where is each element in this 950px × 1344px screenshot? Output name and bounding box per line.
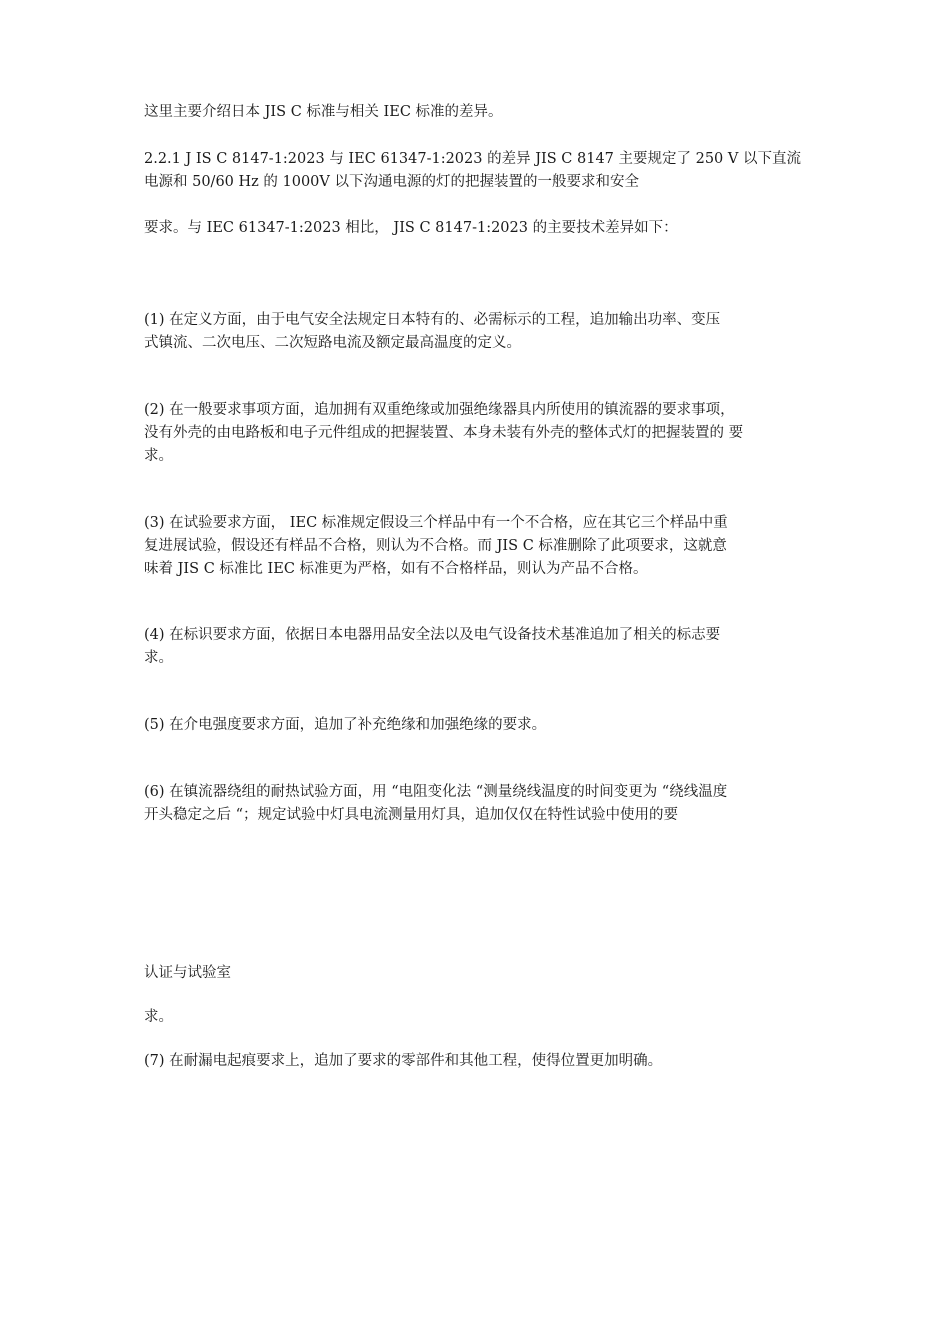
section-heading-line: 电源和 50/60 Hz 的 1000V 以下沟通电源的灯的把握装置的一般要求和安全 [144,174,639,190]
item-7-paragraph [144,1050,824,1073]
section-heading-paragraph [144,148,824,194]
item-3-line: 味着 JIS C 标准比 IEC 标准更为严格，如有不合格样品，则认为产品不合格。 [144,561,648,577]
item-6-tail-paragraph [144,1006,824,1029]
section-continuation-paragraph [144,217,824,240]
item-4-line: (4) 在标识要求方面，依据日本电器用品安全法以及电气设备技术基准追加了相关的标志要 [144,627,721,643]
item-3-line: (3) 在试验要求方面， IEC 标准规定假设三个样品中有一个不合格，应在其它三个样品中重 [144,515,728,531]
section-continuation-line: 要求。与 IEC 61347-1:2023 相比， JIS C 8147-1:2023 的主要技术差异如下： [144,220,678,236]
item-2-paragraph [144,399,824,468]
item-3-paragraph [144,512,824,581]
item-6-line: (6) 在镇流器绕组的耐热试验方面，用 “电阻变化法 “测量绕线温度的时间变更为 “绕线温度 [144,784,728,800]
item-2-line: 求。 [144,448,173,464]
item-3-line: 复进展试验，假设还有样品不合格，则认为不合格。而 JIS C 标准删除了此项要求，这就意 [144,538,727,554]
item-1-line: 式镇流、二次电压、二次短路电流及额定最高温度的定义。 [144,335,521,351]
intro-paragraph [144,101,824,124]
section-heading-line: 2.2.1 J IS C 8147-1:2023 与 IEC 61347-1:2023 的差异 JIS C 8147 主要规定了 250 V 以下直流 [144,151,801,167]
item-5-paragraph [144,714,824,737]
item-5-line: (5) 在介电强度要求方面，追加了补充绝缘和加强绝缘的要求。 [144,717,547,733]
item-2-line: 没有外壳的由电路板和电子元件组成的把握装置、本身未装有外壳的整体式灯的把握装置的 要 [144,425,744,441]
item-4-paragraph [144,624,824,670]
item-4-line: 求。 [144,650,173,666]
footer-label [144,962,824,985]
intro-line: 这里主要介绍日本 JIS C 标准与相关 IEC 标准的差异。 [144,104,503,120]
item-1-line: (1) 在定义方面，由于电气安全法规定日本特有的、必需标示的工程，追加输出功率、变压 [144,312,721,328]
item-6-tail-line: 求。 [144,1009,173,1025]
item-6-paragraph [144,781,824,827]
footer-label-line: 认证与试验室 [144,965,231,981]
item-7-line: (7) 在耐漏电起痕要求上，追加了要求的零部件和其他工程，使得位置更加明确。 [144,1053,663,1069]
item-6-line: 开头稳定之后 “；规定试验中灯具电流测量用灯具，追加仅仅在特性试验中使用的要 [144,807,679,823]
item-1-paragraph [144,309,824,355]
item-2-line: (2) 在一般要求事项方面，追加拥有双重绝缘或加强绝缘器具内所使用的镇流器的要求事项， [144,402,735,418]
